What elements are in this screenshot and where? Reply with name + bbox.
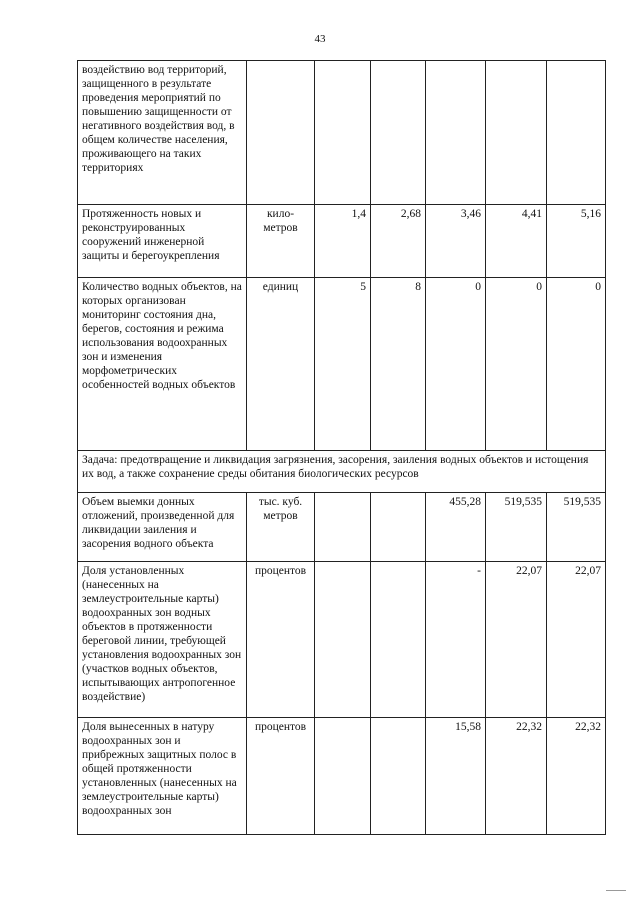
- task-row: [78, 451, 606, 493]
- value-cell: [371, 718, 426, 835]
- table-row: [78, 493, 606, 562]
- value-cell: 22,07: [486, 562, 547, 718]
- value-cell: 5,16: [547, 205, 606, 278]
- value-cell: [371, 562, 426, 718]
- indicators-table: [77, 60, 606, 835]
- value-cell: 5: [315, 278, 371, 451]
- indicator-name: Протяженность новых и реконструированных сооружений инженерной защиты и берегоукрепления: [78, 205, 247, 278]
- value-cell: 519,535: [486, 493, 547, 562]
- indicator-name: Количество водных объектов, на которых организован мониторинг состояния дна, берегов, состояния и режима использования водоохранных зон и изменения морфометрических особенностей водных объектов: [78, 278, 247, 451]
- indicator-name: Доля вынесенных в натуру водоохранных зон и прибрежных защитных полос в общей протяженности установленных (нанесенных на землеустроительные карты) водоохранных зон: [78, 718, 247, 835]
- indicator-name: Доля установленных (нанесенных на землеустроительные карты) водоохранных зон водных объектов в протяженности береговой линии, требующей установления водоохранных зон (участков водных объектов, испытывающих антропогенное воздействие): [78, 562, 247, 718]
- indicator-name: воздействию вод территорий, защищенного в результате проведения мероприятий по повышению защищенности от негативного воздействия вод, в общем количестве населения, проживающего на таких территориях: [78, 61, 247, 205]
- value-cell: [371, 61, 426, 205]
- task-heading: Задача: предотвращение и ликвидация загрязнения, засорения, заиления водных объектов и истощения их вод, а также сохранение среды обитания биологических ресурсов: [78, 451, 606, 493]
- value-cell: [371, 493, 426, 562]
- value-cell: 4,41: [486, 205, 547, 278]
- indicator-name: Объем выемки донных отложений, произведенной для ликвидации заиления и засорения водного объекта: [78, 493, 247, 562]
- unit-cell: процентов: [247, 562, 315, 718]
- table-row: [78, 562, 606, 718]
- value-cell: 22,32: [547, 718, 606, 835]
- value-cell: 15,58: [426, 718, 486, 835]
- value-cell: [486, 61, 547, 205]
- unit-cell: кило-метров: [247, 205, 315, 278]
- value-cell: 0: [486, 278, 547, 451]
- value-cell: [315, 493, 371, 562]
- value-cell: 0: [547, 278, 606, 451]
- value-cell: [315, 61, 371, 205]
- value-cell: [315, 718, 371, 835]
- value-cell: 22,07: [547, 562, 606, 718]
- value-cell: 519,535: [547, 493, 606, 562]
- value-cell: 0: [426, 278, 486, 451]
- value-cell: [315, 562, 371, 718]
- table-row: [78, 278, 606, 451]
- scan-mark: [606, 890, 626, 891]
- value-cell: [426, 61, 486, 205]
- value-cell: 3,46: [426, 205, 486, 278]
- value-cell: 8: [371, 278, 426, 451]
- unit-cell: единиц: [247, 278, 315, 451]
- unit-cell: процентов: [247, 718, 315, 835]
- unit-cell: тыс. куб. метров: [247, 493, 315, 562]
- table-row: [78, 61, 606, 205]
- page-number: 43: [314, 33, 326, 45]
- table-row: [78, 205, 606, 278]
- value-cell: -: [426, 562, 486, 718]
- value-cell: 1,4: [315, 205, 371, 278]
- value-cell: [547, 61, 606, 205]
- table-row: [78, 718, 606, 835]
- unit-cell: [247, 61, 315, 205]
- value-cell: 2,68: [371, 205, 426, 278]
- value-cell: 22,32: [486, 718, 547, 835]
- value-cell: 455,28: [426, 493, 486, 562]
